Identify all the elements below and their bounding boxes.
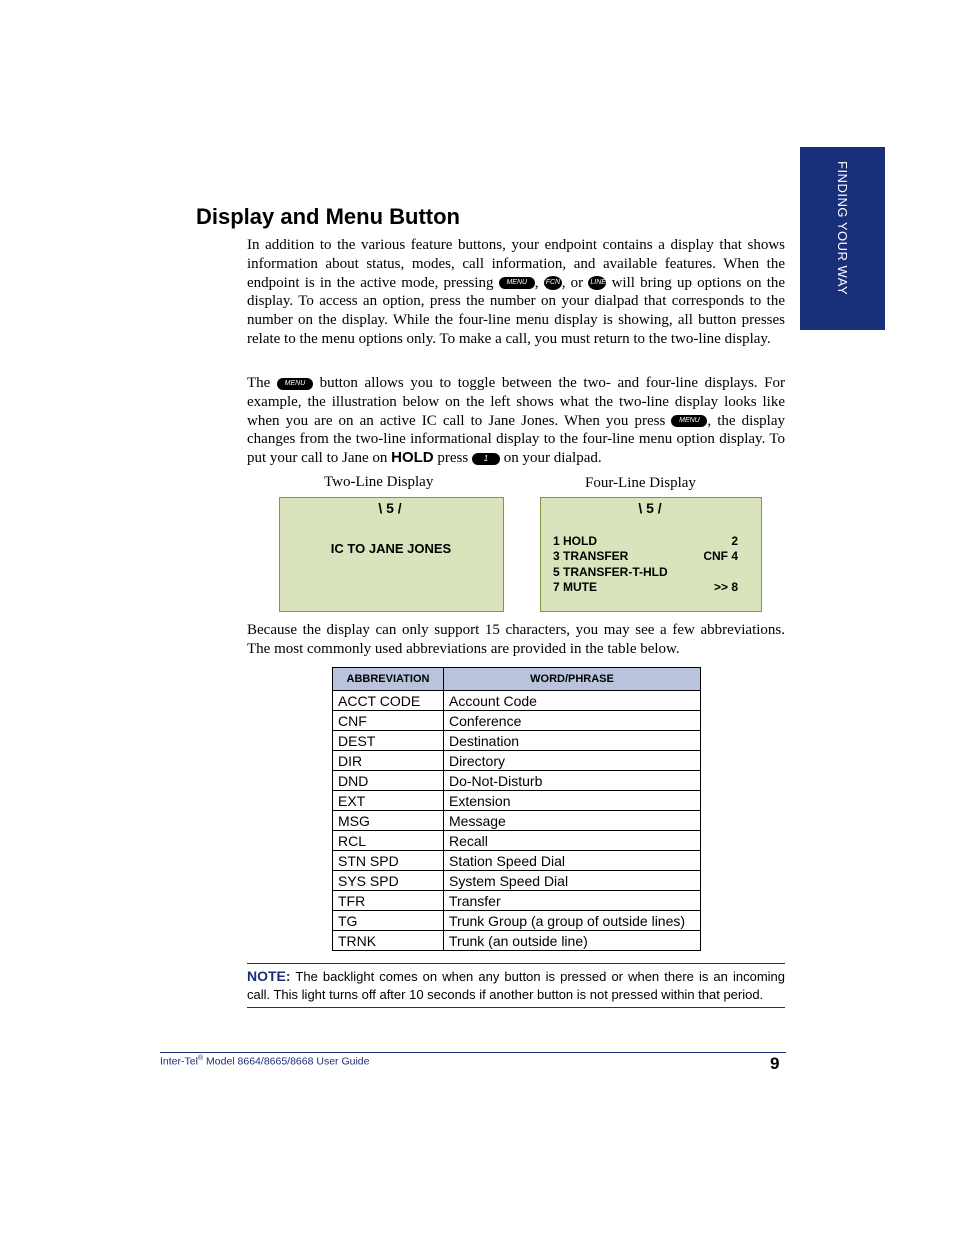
table-row (333, 691, 701, 711)
text-span: button allows you to toggle between the two- and four-line displays. For example, the illustration below on the left shows what the two-line display looks like when you are on an active IC call to Jane Jones. When you press (247, 375, 785, 429)
display-row (553, 565, 738, 579)
paragraph-intro (247, 236, 785, 349)
two-line-display (279, 497, 504, 612)
table-cell: CNF (333, 711, 444, 731)
display-row-left: 3 TRANSFER (553, 549, 629, 563)
table-cell: SYS SPD (333, 871, 444, 891)
table-cell: Recall (444, 831, 701, 851)
table-cell: Message (444, 811, 701, 831)
display-row-right: >> 8 (713, 580, 738, 594)
table-row (333, 771, 701, 791)
display-row-left: 1 HOLD (553, 534, 598, 548)
side-tab-label: FINDING YOUR WAY (835, 161, 850, 296)
table-row (333, 791, 701, 811)
text-span: , (534, 274, 539, 291)
table-row (333, 811, 701, 831)
line-indicator: \ 5 / (630, 500, 670, 516)
line-indicator: \ 5 / (370, 500, 410, 516)
table-cell: TRNK (333, 931, 444, 951)
text-span: press (437, 450, 469, 467)
table-cell: RCL (333, 831, 444, 851)
two-line-caption: Two-Line Display (324, 474, 434, 490)
table-row (333, 911, 701, 931)
display-row (553, 534, 738, 548)
table-row (333, 931, 701, 951)
table-cell: Trunk Group (a group of outside lines) (444, 911, 701, 931)
table-cell: ACCT CODE (333, 691, 444, 711)
display-row-left: 5 TRANSFER-T-HLD (553, 565, 668, 579)
table-cell: DND (333, 771, 444, 791)
table-row (333, 831, 701, 851)
display-row-right: CNF 4 (703, 549, 738, 563)
table-cell: Account Code (444, 691, 701, 711)
column-header: ABBREVIATION (333, 668, 444, 691)
display-row (553, 580, 738, 594)
table-cell: Trunk (an outside line) (444, 931, 701, 951)
table-row (333, 731, 701, 751)
text-span: on your dialpad. (503, 450, 602, 467)
table-row (333, 751, 701, 771)
dial-one-button-icon: 1 (472, 453, 500, 465)
footer-title (160, 1055, 369, 1068)
table-row (333, 871, 701, 891)
column-header: WORD/PHRASE (444, 668, 701, 691)
line-button-icon: LINE (588, 276, 606, 290)
table-cell: TG (333, 911, 444, 931)
table-row (333, 891, 701, 911)
table-row (333, 711, 701, 731)
side-tab (800, 147, 885, 330)
note-label: NOTE: (247, 968, 291, 984)
display-row-right: 2 (731, 534, 738, 548)
paragraph-menu (247, 374, 785, 468)
four-line-caption: Four-Line Display (585, 475, 696, 491)
display-text: IC TO JANE JONES (330, 541, 452, 556)
table-cell: System Speed Dial (444, 871, 701, 891)
fcn-button-icon: FCN (544, 276, 562, 290)
table-cell: Destination (444, 731, 701, 751)
note-box (247, 963, 785, 1008)
table-cell: MSG (333, 811, 444, 831)
footer-divider (160, 1052, 786, 1053)
text-span: In addition to the various feature buttons, your endpoint contains a display that shows information about status, modes, call information, and available features. When the endpoint is in the active mode, pressing (247, 237, 785, 291)
note-text: The backlight comes on when any button is pressed or when there is an incoming call. This light turns off after 10 seconds if another button is not pressed within that period. (247, 969, 785, 1002)
section-title: Display and Menu Button (196, 204, 460, 229)
table-cell: DIR (333, 751, 444, 771)
table-cell: DEST (333, 731, 444, 751)
text-span: , or (561, 274, 584, 291)
table-cell: TFR (333, 891, 444, 911)
text-span: will bring up options on the display. To access an option, press the number on your dialpad that corresponds to the number on the display. While the four-line menu display is showing, all button presses relate to the menu options only. To make a call, you must return to the two-line display. (247, 274, 786, 347)
table-header-row (333, 668, 701, 691)
paragraph-abbreviations: Because the display can only support 15 characters, you may see a few abbreviations. The most commonly used abbreviations are provided in the table below. (247, 622, 785, 657)
four-line-display (540, 497, 762, 612)
footer-reg-mark: ® (197, 1055, 204, 1062)
text-span: The (247, 375, 271, 391)
table-row (333, 851, 701, 871)
menu-button-icon: MENU (499, 277, 535, 289)
table-cell: STN SPD (333, 851, 444, 871)
table-cell: Transfer (444, 891, 701, 911)
menu-button-icon: MENU (671, 415, 707, 427)
table-cell: Directory (444, 751, 701, 771)
table-cell: EXT (333, 791, 444, 811)
table-cell: Conference (444, 711, 701, 731)
menu-button-icon: MENU (277, 378, 313, 390)
hold-keyword: HOLD (391, 449, 434, 467)
table-cell: Do-Not-Disturb (444, 771, 701, 791)
abbreviation-table (332, 667, 701, 951)
footer-brand: Inter-Tel (160, 1055, 198, 1068)
page-number: 9 (770, 1054, 780, 1073)
table-cell: Extension (444, 791, 701, 811)
display-row (553, 549, 738, 563)
footer-guide-name: Model 8664/8665/8668 User Guide (203, 1055, 370, 1068)
display-row-left: 7 MUTE (553, 580, 598, 594)
text-span: , the display changes from the two-line informational display to the four-line menu option display. To put your call to Jane on (247, 412, 786, 467)
table-cell: Station Speed Dial (444, 851, 701, 871)
